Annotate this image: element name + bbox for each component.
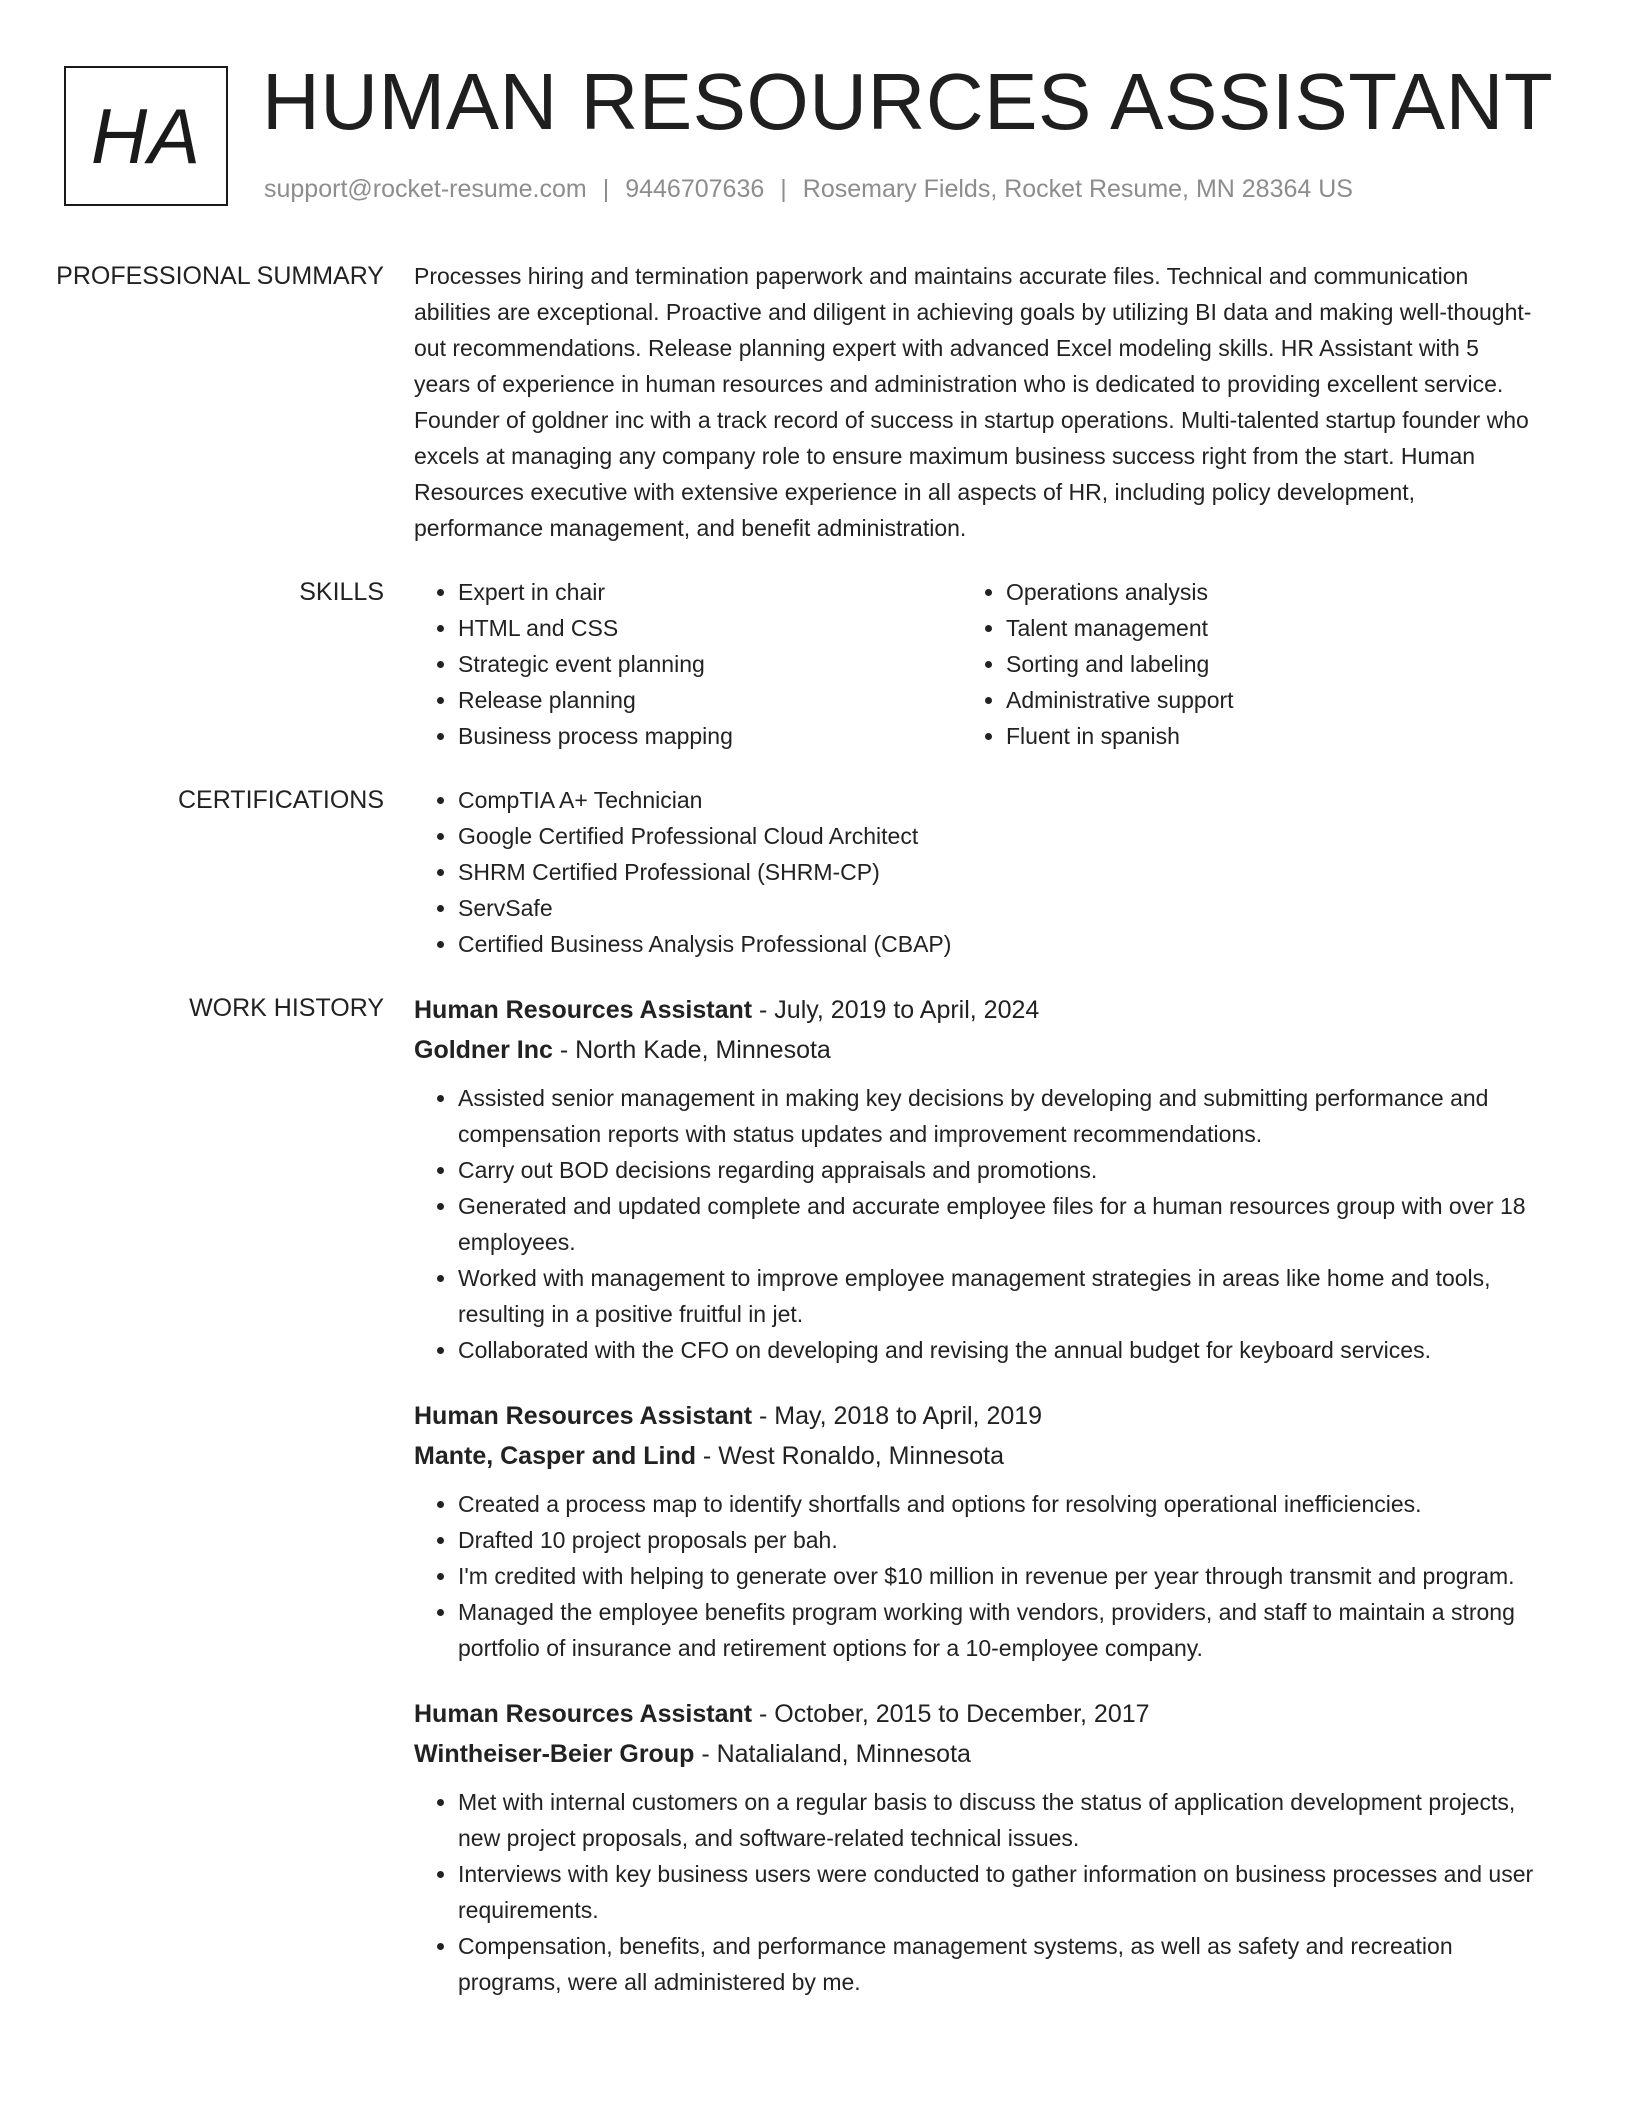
job-entry: [414, 990, 1534, 1368]
resume-content: [0, 258, 1632, 2056]
job-bullet: • Carry out BOD decisions regarding appraisals and promotions.: [458, 1152, 1534, 1188]
job-bullets: [414, 1080, 1534, 1368]
section-title-summary: PROFESSIONAL SUMMARY: [56, 262, 384, 290]
job-company: Mante, Casper and Lind: [414, 1442, 696, 1470]
skill-item: • Business process mapping: [458, 718, 962, 754]
job-title-line: Human Resources Assistant - July, 2019 to April, 2024: [414, 996, 1040, 1024]
skill-item: • Expert in chair: [458, 574, 962, 610]
job-dates: October, 2015 to December, 2017: [774, 1700, 1150, 1728]
job-entry: [414, 1694, 1534, 2000]
job-bullet: • Managed the employee benefits program working with vendors, providers, and staff to maintain a strong portfolio of insurance and retirement options for a 10-employee company.: [458, 1594, 1534, 1666]
job-location: North Kade, Minnesota: [575, 1036, 831, 1064]
certification-item: • Certified Business Analysis Professional (CBAP): [458, 926, 1534, 962]
job-bullet: • Assisted senior management in making key decisions by developing and submitting performance and compensation reports with status updates and improvement recommendations.: [458, 1080, 1534, 1152]
job-title: Human Resources Assistant: [414, 1402, 753, 1430]
monogram-box: [64, 66, 228, 206]
section-summary: [0, 258, 1632, 546]
job-bullet: • Collaborated with the CFO on developing and revising the annual budget for keyboard services.: [458, 1332, 1534, 1368]
job-bullets: [414, 1486, 1534, 1666]
job-bullet: • I'm credited with helping to generate over $10 million in revenue per year through transmit and program.: [458, 1558, 1534, 1594]
monogram-initials: HA: [90, 91, 202, 180]
job-company: Wintheiser-Beier Group: [414, 1740, 695, 1768]
resume-name: HUMAN RESOURCES ASSISTANT: [262, 57, 1554, 146]
job-bullet: • Interviews with key business users were conducted to gather information on business processes and user requirements.: [458, 1856, 1534, 1928]
skill-item: • Administrative support: [1006, 682, 1510, 718]
job-entry: [414, 1396, 1534, 1666]
skill-item: • Operations analysis: [1006, 574, 1510, 610]
job-location: West Ronaldo, Minnesota: [718, 1442, 1005, 1470]
skills-grid: [414, 574, 1534, 754]
section-body-summary: [414, 258, 1534, 546]
job-dates: May, 2018 to April, 2019: [774, 1402, 1043, 1430]
job-bullet: • Met with internal customers on a regular basis to discuss the status of application development projects, new project proposals, and software-related technical issues.: [458, 1784, 1534, 1856]
skill-item: • HTML and CSS: [458, 610, 962, 646]
section-title-work-history: WORK HISTORY: [189, 994, 384, 1022]
job-location: Natalialand, Minnesota: [716, 1740, 971, 1768]
skill-item: • Fluent in spanish: [1006, 718, 1510, 754]
skill-item: • Talent management: [1006, 610, 1510, 646]
job-title: Human Resources Assistant: [414, 1700, 753, 1728]
job-title: Human Resources Assistant: [414, 996, 753, 1024]
job-bullet: • Compensation, benefits, and performance management systems, as well as safety and recreation programs, were all administered by me.: [458, 1928, 1534, 2000]
certification-item: • ServSafe: [458, 890, 1534, 926]
section-title-certifications: CERTIFICATIONS: [177, 786, 384, 814]
section-body-skills: [414, 574, 1534, 754]
contact-phone[interactable]: 9446707636: [625, 175, 765, 203]
skills-list-right: [962, 574, 1510, 754]
contact-address: Rosemary Fields, Rocket Resume, MN 28364 US: [802, 175, 1353, 203]
certifications-list: [414, 782, 1534, 962]
job-company: Goldner Inc: [414, 1036, 553, 1064]
contact-line: [264, 175, 1353, 204]
certification-item: • Google Certified Professional Cloud Architect: [458, 818, 1534, 854]
skill-item: • Release planning: [458, 682, 962, 718]
skill-item: • Sorting and labeling: [1006, 646, 1510, 682]
job-bullet: • Created a process map to identify shortfalls and options for resolving operational inefficiencies.: [458, 1486, 1534, 1522]
section-certifications: [0, 782, 1632, 962]
job-title-line: Human Resources Assistant - October, 2015 to December, 2017: [414, 1700, 1150, 1728]
section-work-history: [0, 990, 1632, 2028]
section-title-skills: SKILLS: [299, 578, 384, 606]
summary-text: Processes hiring and termination paperwork and maintains accurate files. Technical and communication abilities are exceptional. Proactive and diligent in achieving goals by utilizing BI data and making well-thought-out recommendations. Release planning expert with advanced Excel modeling skills. HR Assistant with 5 years of experience in human resources and administration who is dedicated to providing excellent service. Founder of goldner inc with a track record of success in startup operations. Multi-talented startup founder who excels at managing any company role to ensure maximum business success right from the start. Human Resources executive with extensive experience in all aspects of HR, including policy development, performance management, and benefit administration.: [414, 263, 1532, 541]
contact-separator: |: [780, 175, 787, 203]
job-bullets: [414, 1784, 1534, 2000]
section-body-certifications: [414, 782, 1534, 962]
job-company-line: Wintheiser-Beier Group - Natalialand, Minnesota: [414, 1740, 971, 1768]
job-bullet: • Generated and updated complete and accurate employee files for a human resources group with over 18 employees.: [458, 1188, 1534, 1260]
contact-email[interactable]: support@rocket-resume.com: [264, 175, 587, 203]
job-title-line: Human Resources Assistant - May, 2018 to April, 2019: [414, 1402, 1043, 1430]
section-body-work-history: [414, 990, 1534, 2028]
skills-list-left: [414, 574, 962, 754]
skill-item: • Strategic event planning: [458, 646, 962, 682]
certification-item: • CompTIA A+ Technician: [458, 782, 1534, 818]
job-company-line: Goldner Inc - North Kade, Minnesota: [414, 1036, 831, 1064]
section-skills: [0, 574, 1632, 754]
contact-separator: |: [602, 175, 610, 203]
job-bullet: • Drafted 10 project proposals per bah.: [458, 1522, 1534, 1558]
certification-item: • SHRM Certified Professional (SHRM-CP): [458, 854, 1534, 890]
job-bullet: • Worked with management to improve employee management strategies in areas like home and tools, resulting in a positive fruitful in jet.: [458, 1260, 1534, 1332]
job-company-line: Mante, Casper and Lind - West Ronaldo, Minnesota: [414, 1442, 1005, 1470]
job-dates: July, 2019 to April, 2024: [774, 996, 1040, 1024]
